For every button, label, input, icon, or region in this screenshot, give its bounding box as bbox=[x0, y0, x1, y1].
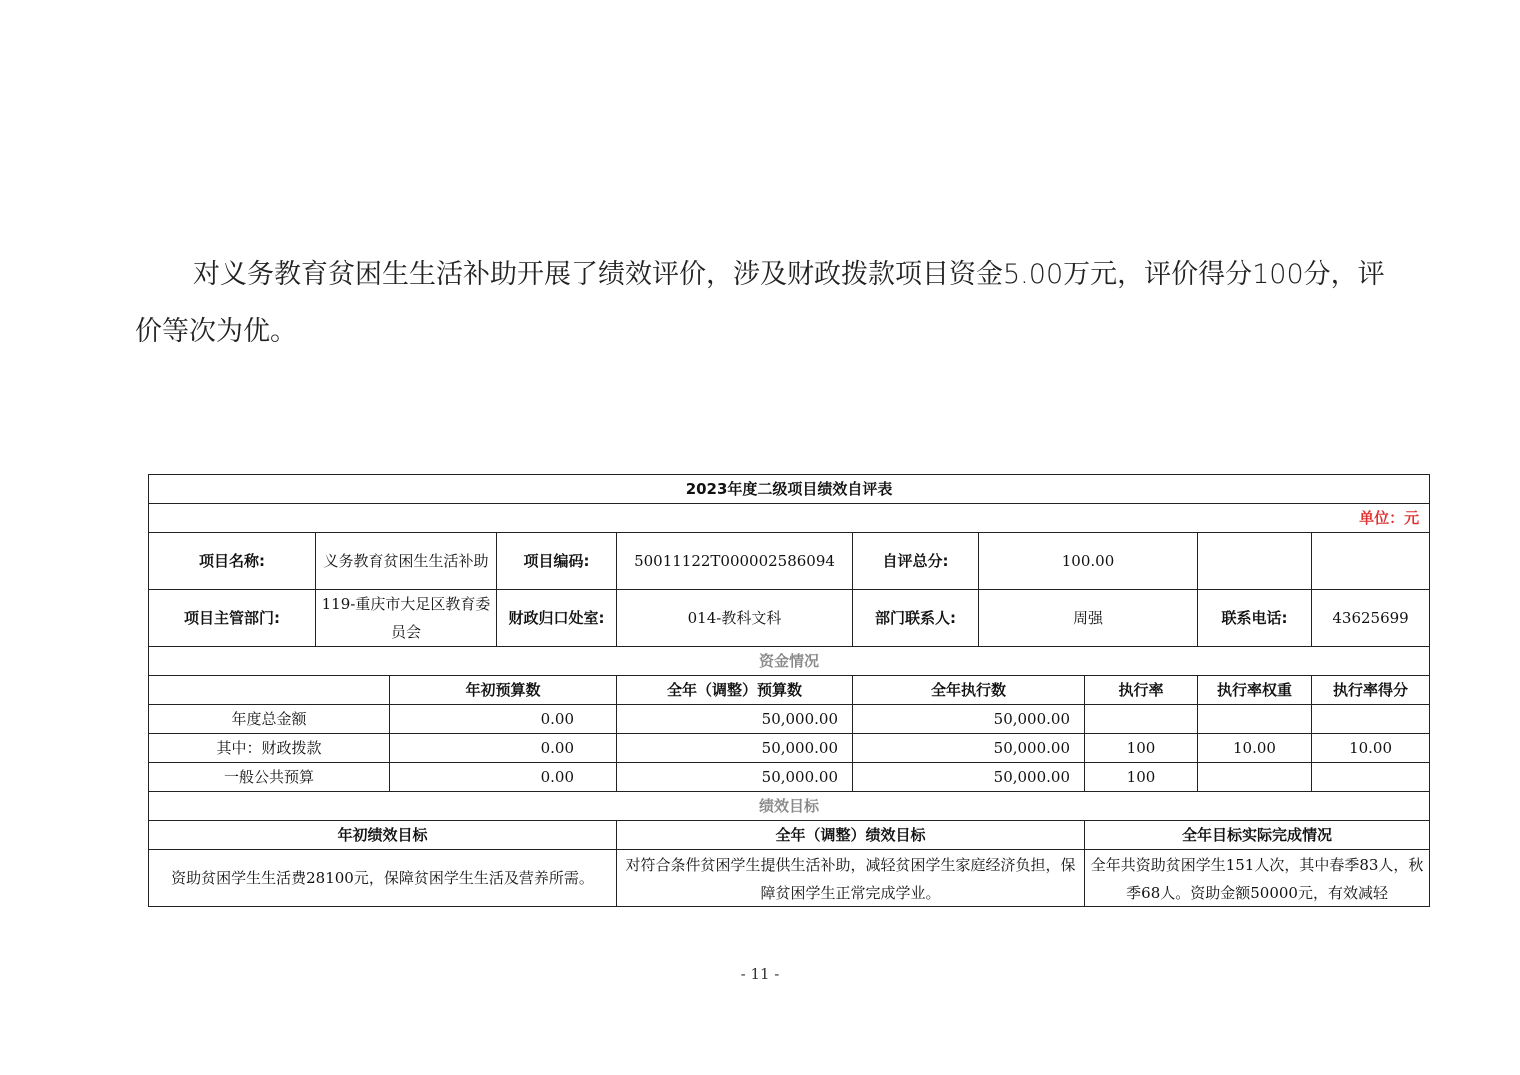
project-code-value: 50011122T000002586094 bbox=[617, 533, 853, 590]
finance-office-label: 财政归口处室: bbox=[497, 590, 617, 647]
contact-value: 周强 bbox=[979, 590, 1198, 647]
adjusted-goal-text: 对符合条件贫困学生提供生活补助，减轻贫困学生家庭经济负担，保障贫困学生正常完成学业。 bbox=[625, 855, 1076, 902]
contact-label: 部门联系人: bbox=[853, 590, 979, 647]
funds-row-label: 其中：财政拨款 bbox=[149, 734, 390, 763]
funds-adjusted: 50,000.00 bbox=[617, 705, 853, 734]
score-label: 自评总分: bbox=[853, 533, 979, 590]
score-value: 100.00 bbox=[979, 533, 1198, 590]
funds-header-initial: 年初预算数 bbox=[390, 676, 617, 705]
actual-cell bbox=[1085, 850, 1430, 907]
intro-text: 对义务教育贫困生生活补助开展了绩效评价，涉及财政拨款项目资金5.00万元，评价得分100分，评价等次为优。 bbox=[135, 259, 1385, 347]
funds-score: 10.00 bbox=[1312, 734, 1430, 763]
unit-label: 单位：元 bbox=[149, 504, 1430, 533]
funds-weight: 10.00 bbox=[1198, 734, 1312, 763]
funds-row-label: 年度总金额 bbox=[149, 705, 390, 734]
funds-rate bbox=[1085, 705, 1198, 734]
table-row bbox=[149, 734, 1430, 763]
funds-rate: 100 bbox=[1085, 763, 1198, 792]
project-code-label: 项目编码: bbox=[497, 533, 617, 590]
adjusted-goal-cell bbox=[617, 850, 1085, 907]
dept-value: 119-重庆市大足区教育委员会 bbox=[316, 590, 497, 647]
funds-initial: 0.00 bbox=[390, 734, 617, 763]
phone-value: 43625699 bbox=[1312, 590, 1430, 647]
funds-executed: 50,000.00 bbox=[853, 763, 1085, 792]
funds-score bbox=[1312, 705, 1430, 734]
funds-header-blank bbox=[149, 676, 390, 705]
table-row bbox=[149, 705, 1430, 734]
page-number: - 11 - bbox=[740, 965, 780, 983]
project-name-label: 项目名称: bbox=[149, 533, 316, 590]
funds-adjusted: 50,000.00 bbox=[617, 763, 853, 792]
empty-cell bbox=[1198, 533, 1312, 590]
goals-section-title: 绩效目标 bbox=[149, 792, 1430, 821]
actual-completion-text: 全年共资助贫困学生151人次，其中春季83人，秋季68人。资助金额50000元，有效减轻 bbox=[1090, 855, 1424, 902]
table-row bbox=[149, 763, 1430, 792]
empty-cell bbox=[1312, 533, 1430, 590]
funds-executed: 50,000.00 bbox=[853, 705, 1085, 734]
funds-rate: 100 bbox=[1085, 734, 1198, 763]
funds-initial: 0.00 bbox=[390, 705, 617, 734]
funds-header-score: 执行率得分 bbox=[1312, 676, 1430, 705]
dept-label: 项目主管部门: bbox=[149, 590, 316, 647]
initial-goal-text: 资助贫困学生生活费28100元，保障贫困学生生活及营养所需。 bbox=[149, 850, 617, 907]
goals-header-initial: 年初绩效目标 bbox=[149, 821, 617, 850]
funds-weight bbox=[1198, 763, 1312, 792]
funds-header-adjusted: 全年（调整）预算数 bbox=[617, 676, 853, 705]
table-title: 2023年度二级项目绩效自评表 bbox=[149, 475, 1430, 504]
performance-self-evaluation-table bbox=[148, 474, 1430, 907]
funds-header-rate: 执行率 bbox=[1085, 676, 1198, 705]
phone-label: 联系电话: bbox=[1198, 590, 1312, 647]
funds-score bbox=[1312, 763, 1430, 792]
funds-header-executed: 全年执行数 bbox=[853, 676, 1085, 705]
funds-section-title: 资金情况 bbox=[149, 647, 1430, 676]
funds-row-label: 一般公共预算 bbox=[149, 763, 390, 792]
funds-header-weight: 执行率权重 bbox=[1198, 676, 1312, 705]
funds-executed: 50,000.00 bbox=[853, 734, 1085, 763]
goals-header-actual: 全年目标实际完成情况 bbox=[1085, 821, 1430, 850]
funds-adjusted: 50,000.00 bbox=[617, 734, 853, 763]
funds-weight bbox=[1198, 705, 1312, 734]
goals-header-adjusted: 全年（调整）绩效目标 bbox=[617, 821, 1085, 850]
funds-initial: 0.00 bbox=[390, 763, 617, 792]
finance-office-value: 014-教科文科 bbox=[617, 590, 853, 647]
intro-paragraph bbox=[135, 246, 1395, 360]
project-name-value: 义务教育贫困生生活补助 bbox=[316, 533, 497, 590]
